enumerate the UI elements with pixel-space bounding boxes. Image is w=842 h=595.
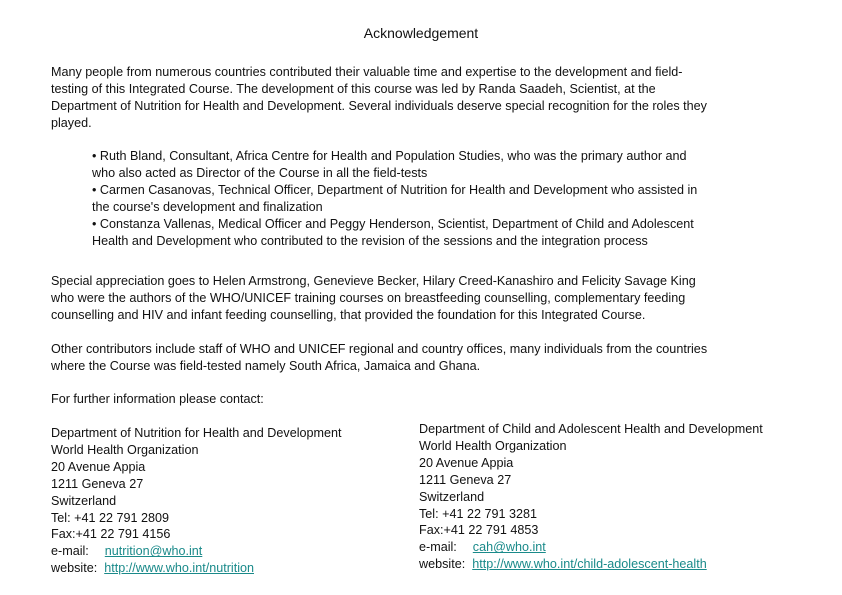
text-line: counselling and HIV and infant feeding counselling, that provided the foundation for this Integrated Course. <box>51 307 646 322</box>
list-item-cont: who also acted as Director of the Course in all the field-tests <box>92 165 428 180</box>
contact-line: World Health Organization <box>419 438 567 453</box>
text-line: where the Course was field-tested namely South Africa, Jamaica and Ghana. <box>51 358 481 373</box>
email-link[interactable]: cah@who.int <box>472 540 546 555</box>
contact-child-health <box>419 421 763 573</box>
text-line: who were the authors of the WHO/UNICEF training courses on breastfeeding counselling, complementary feeding <box>51 290 686 305</box>
text-line: Other contributors include staff of WHO and UNICEF regional and country offices, many individuals from the countries <box>51 342 708 356</box>
contact-line: 1211 Geneva 27 <box>51 476 144 491</box>
contact-line: 20 Avenue Appia <box>51 459 146 474</box>
contact-line: Tel: +41 22 791 3281 <box>419 506 537 521</box>
list-item: • Carmen Casanovas, Technical Officer, Department of Nutrition for Health and Development who assisted in <box>92 182 698 197</box>
website-link[interactable]: http://www.who.int/child-adolescent-health <box>472 557 707 572</box>
intro-paragraph <box>51 64 707 132</box>
contact-line: Fax:+41 22 791 4156 <box>51 527 171 542</box>
email-link[interactable]: nutrition@who.int <box>104 544 203 559</box>
contact-line: Switzerland <box>419 489 485 504</box>
contributors-paragraph <box>51 341 707 375</box>
contact-line: 20 Avenue Appia <box>419 455 514 470</box>
list-item-cont: Health and Development who contributed to the revision of the sessions and the integration process <box>92 233 648 248</box>
list-item: • Constanza Vallenas, Medical Officer and Peggy Henderson, Scientist, Department of Child and Adolescent <box>92 216 694 231</box>
contact-line: Department of Nutrition for Health and Development <box>51 426 342 440</box>
website-label: website: <box>419 557 466 572</box>
website-label: website: <box>51 561 98 576</box>
page-title: Acknowledgement <box>363 25 479 41</box>
contact-line: Fax:+41 22 791 4853 <box>419 523 539 538</box>
contact-line: World Health Organization <box>51 442 199 457</box>
list-item-cont: the course's development and finalization <box>92 199 323 214</box>
email-label: e-mail: <box>51 544 89 559</box>
recognition-list <box>92 148 697 249</box>
contact-line: 1211 Geneva 27 <box>419 472 512 487</box>
text-line: played. <box>51 115 92 130</box>
list-item: • Ruth Bland, Consultant, Africa Centre for Health and Population Studies, who was the primary author and <box>92 149 687 163</box>
appreciation-paragraph <box>51 273 696 324</box>
email-label: e-mail: <box>419 540 457 555</box>
website-link[interactable]: http://www.who.int/nutrition <box>104 561 254 576</box>
contact-intro: For further information please contact: <box>51 392 264 406</box>
contact-line: Department of Child and Adolescent Health and Development <box>419 422 763 436</box>
text-line: Special appreciation goes to Helen Armstrong, Genevieve Becker, Hilary Creed-Kanashiro and Felicity Savage King <box>51 274 696 288</box>
contact-nutrition <box>51 425 342 577</box>
text-line: Many people from numerous countries contributed their valuable time and expertise to the development and field- <box>51 65 683 79</box>
text-line: Department of Nutrition for Health and Development. Several individuals deserve special recognition for the roles they <box>51 98 707 113</box>
contact-line: Switzerland <box>51 493 117 508</box>
text-line: testing of this Integrated Course. The development of this course was led by Randa Saadeh, Scientist, at the <box>51 81 656 96</box>
contact-line: Tel: +41 22 791 2809 <box>51 510 169 525</box>
